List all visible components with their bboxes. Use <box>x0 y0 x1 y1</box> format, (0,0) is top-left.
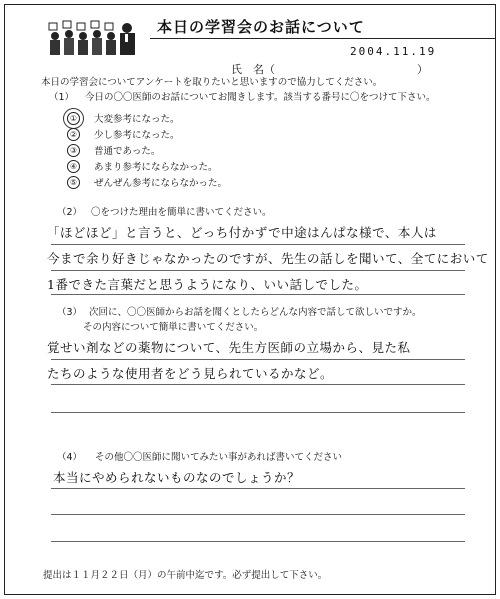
intro-text: 本日の学習会についてアンケートを取りたいと思いますので協力してください。 <box>41 77 383 88</box>
option-label: 少し参考になった。 <box>94 130 180 141</box>
option-label: 普通であった。 <box>94 146 161 157</box>
page-title: 本日の学習会のお話について <box>157 18 365 36</box>
answer-rule <box>51 488 465 489</box>
q1-number: （1） <box>49 92 75 103</box>
option-number: ③ <box>67 144 80 157</box>
name-field <box>231 61 275 77</box>
option-label: あまり参考にならなかった。 <box>94 162 218 173</box>
title-divider <box>150 38 496 39</box>
q3-text: 次回に、〇〇医師からお話を聞くとしたらどんな内容で話して欲しいですか。 <box>89 307 422 318</box>
option-label: ぜんぜん参考にならなかった。 <box>94 178 228 189</box>
q2-text: 〇をつけた理由を簡単に書いてください。 <box>91 207 272 218</box>
option-number: ⑤ <box>67 176 80 189</box>
q4-number: （4） <box>57 452 83 463</box>
answer-rule <box>51 514 465 515</box>
q2-answer-line-2: 今まで余り好きじゃなかったのですが、先生の話しを聞いて、全てにおいて <box>47 251 489 266</box>
answer-rule <box>51 384 465 385</box>
option-1[interactable] <box>67 111 180 125</box>
name-field-close: ） <box>417 63 428 76</box>
name-label: 氏 名（ <box>231 63 275 76</box>
q3-subtext: その内容について簡単に書いてください。 <box>83 322 264 333</box>
q3-number: （3） <box>57 307 83 318</box>
answer-rule <box>51 294 465 295</box>
answer-rule <box>51 244 465 245</box>
option-4[interactable] <box>67 159 218 173</box>
answer-rule <box>51 270 465 271</box>
option-label: 大変参考になった。 <box>94 114 180 125</box>
q3-answer-line-1: 覚せい剤などの薬物について、先生方医師の立場から、見た私 <box>47 340 411 355</box>
option-number: ② <box>67 128 80 141</box>
option-number: ① <box>67 112 80 125</box>
date: 2004.11.19 <box>350 45 437 58</box>
answer-rule <box>51 359 465 360</box>
q4-answer-line-1: 本当にやめられないものなのでしょうか？ <box>53 470 301 485</box>
audience-illustration <box>47 19 142 55</box>
answer-rule <box>51 412 465 413</box>
survey-sheet <box>4 4 496 595</box>
q2-answer-line-1: 「ほどほど」と言うと、どっち付かずで中途はんぱな様で、本人は <box>47 225 437 240</box>
option-3[interactable] <box>67 143 160 157</box>
q2-number: （2） <box>57 207 83 218</box>
option-number: ④ <box>67 160 80 173</box>
option-2[interactable] <box>67 127 180 141</box>
q2-answer-line-3: 1番できた言葉だと思うようになり、いい話しでした。 <box>47 277 368 292</box>
q4-text: その他〇〇医師に聞いてみたい事があれば書いてください <box>95 452 343 463</box>
answer-rule <box>51 541 465 542</box>
q1-text: 今日の〇〇医師のお話についてお聞きします。該当する番号に〇をつけて下さい。 <box>85 92 436 103</box>
option-5[interactable] <box>67 175 227 189</box>
submission-note: 提出は１１月２２日（月）の午前中迄です。必ず提出して下さい。 <box>43 570 328 581</box>
q3-answer-line-2: たちのような使用者をどう見られているかなど。 <box>47 366 334 381</box>
